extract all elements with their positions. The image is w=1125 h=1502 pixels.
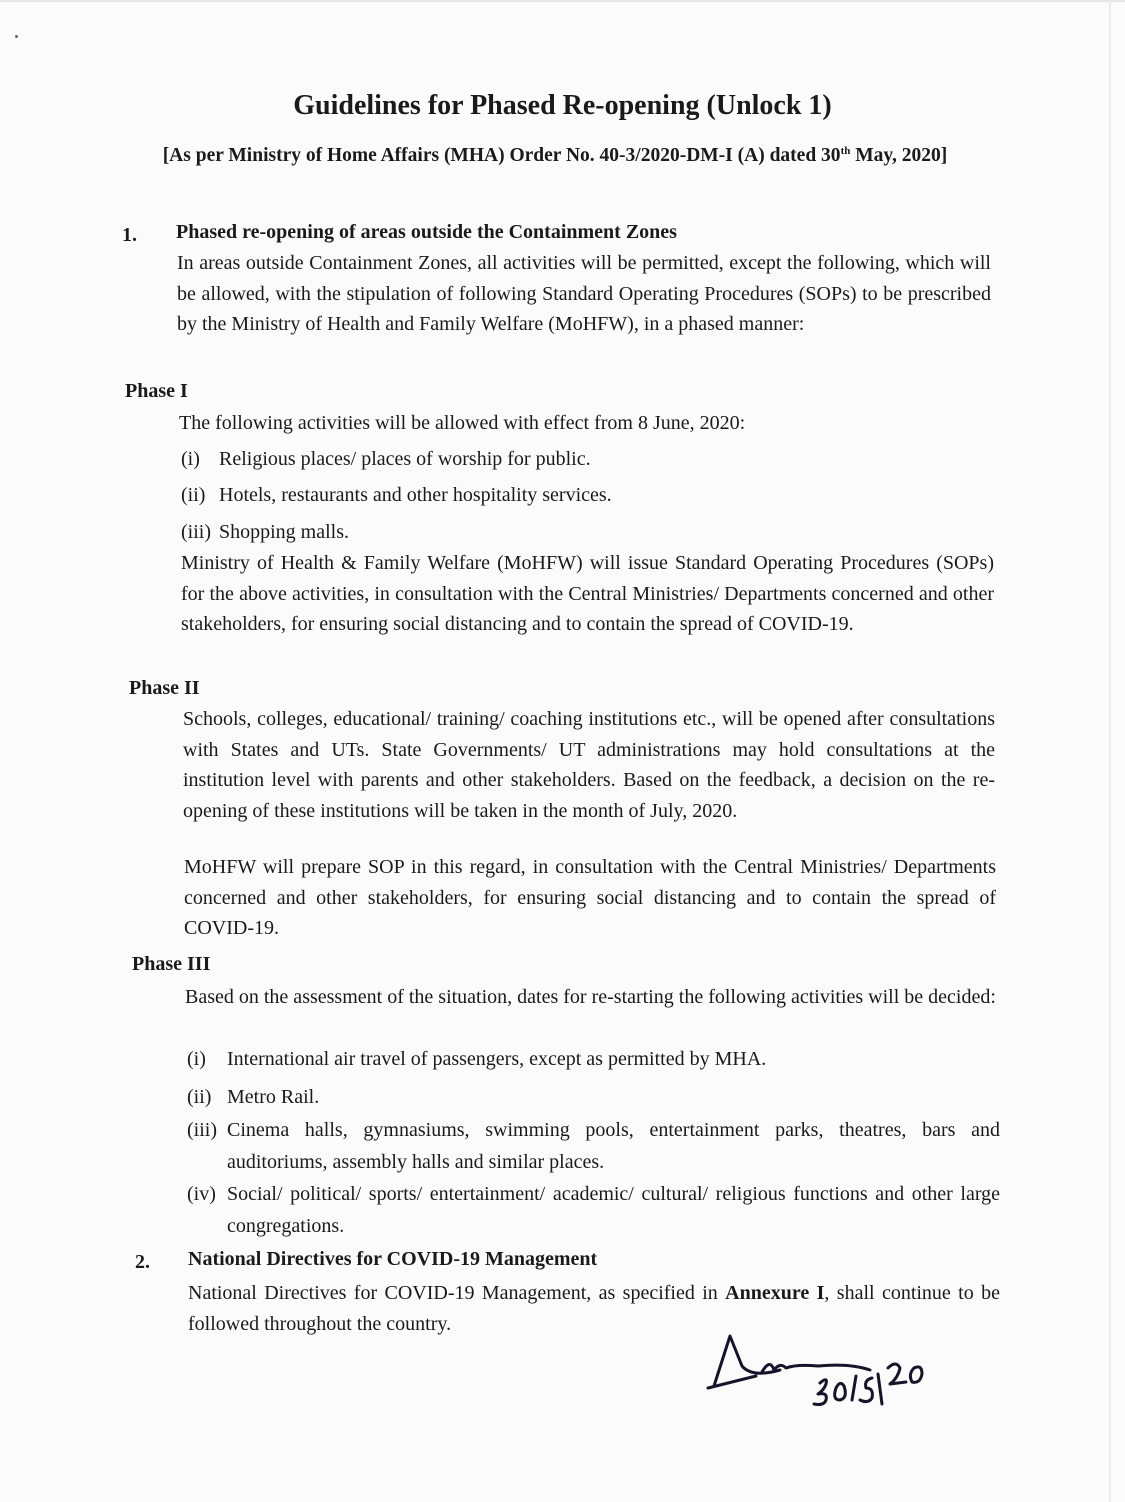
phase-3-item-4-text: Social/ political/ sports/ entertainment/ academic/ cultural/ religious functions and other large congregations. [227, 1183, 1000, 1237]
document-title: Guidelines for Phased Re-opening (Unlock 1) [293, 90, 832, 121]
item-number: (i) [181, 448, 200, 470]
document-subtitle [0, 145, 1110, 167]
phase-1-note: Ministry of Health & Family Welfare (MoHFW) will issue Standard Operating Procedures (SOPs) for the above activities, in consultation with the Central Ministries/ Departments concerned and other stakeholders, for ensuring social distancing and to contain the spread of COVID-19. [181, 552, 994, 635]
phase-1-item-3 [181, 516, 349, 548]
handwritten-signature [700, 1328, 940, 1418]
subtitle-superscript: th [840, 145, 851, 157]
section-1-heading: Phased re-opening of areas outside the Containment Zones [176, 221, 677, 243]
section-2-number: 2. [135, 1251, 150, 1273]
phase-3-item-3-text: Cinema halls, gymnasiums, swimming pools, entertainment parks, theatres, bars and auditoriums, assembly halls and similar places. [227, 1119, 1000, 1173]
item-text: International air travel of passengers, except as permitted by MHA. [227, 1048, 767, 1070]
subtitle-text: [As per Ministry of Home Affairs (MHA) Order No. 40-3/2020-DM-I (A) dated 30 [162, 145, 841, 166]
page-right-edge [1109, 0, 1111, 1502]
phase-3-item-3-number: (iii) [187, 1119, 217, 1141]
phase-1-item-1 [181, 443, 591, 475]
item-text: Hotels, restaurants and other hospitality services. [219, 484, 612, 506]
item-number: (iii) [181, 521, 211, 543]
section-1-number: 1. [122, 224, 137, 246]
phase-3-lead: Based on the assessment of the situation, dates for re-starting the following activities will be decided: [185, 986, 996, 1008]
phase-2-paragraph-2: MoHFW will prepare SOP in this regard, in consultation with the Central Ministries/ Departments concerned and other stakeholders, for ensuring social distancing and to contain the spread of COVID-19. [184, 856, 996, 939]
phase-1-item-2 [181, 479, 612, 511]
item-number: (ii) [187, 1086, 212, 1108]
section-2-text-start: National Directives for COVID-19 Management, as specified in [188, 1282, 726, 1304]
section-1-intro: In areas outside Containment Zones, all activities will be permitted, except the following, which will be allowed, with the stipulation of following Standard Operating Procedures (SOPs) to be prescribed by the Ministry of Health and Family Welfare (MoHFW), in a phased manner: [177, 252, 991, 335]
item-number: (ii) [181, 484, 206, 506]
phase-3-item-4-number: (iv) [187, 1183, 216, 1205]
phase-2-label: Phase II [129, 677, 200, 699]
phase-1-label: Phase I [125, 380, 188, 402]
phase-3-item-1 [187, 1043, 766, 1075]
item-text: Religious places/ places of worship for public. [219, 448, 591, 470]
section-2-text-end: , shall continue to be followed throughout the country. [188, 1282, 1000, 1335]
scan-speck [15, 35, 18, 38]
page-top-edge [0, 0, 1125, 2]
section-2-heading: National Directives for COVID-19 Management [188, 1248, 598, 1270]
phase-2-paragraph-1: Schools, colleges, educational/ training/ coaching institutions etc., will be opened after consultations with States and UTs. State Governments/ UT administrations may hold consultations at the institution level with parents and other stakeholders. Based on the feedback, a decision on the re-opening of these institutions will be taken in the month of July, 2020. [183, 708, 995, 822]
phase-3-label: Phase III [132, 953, 211, 975]
subtitle-text-end: May, 2020] [850, 145, 948, 166]
item-text: Shopping malls. [219, 521, 350, 543]
phase-1-lead: The following activities will be allowed with effect from 8 June, 2020: [179, 412, 746, 434]
item-text: Metro Rail. [227, 1086, 320, 1108]
phase-3-item-2 [187, 1081, 319, 1113]
item-number: (i) [187, 1048, 206, 1070]
annexure-reference: Annexure I [725, 1282, 825, 1304]
